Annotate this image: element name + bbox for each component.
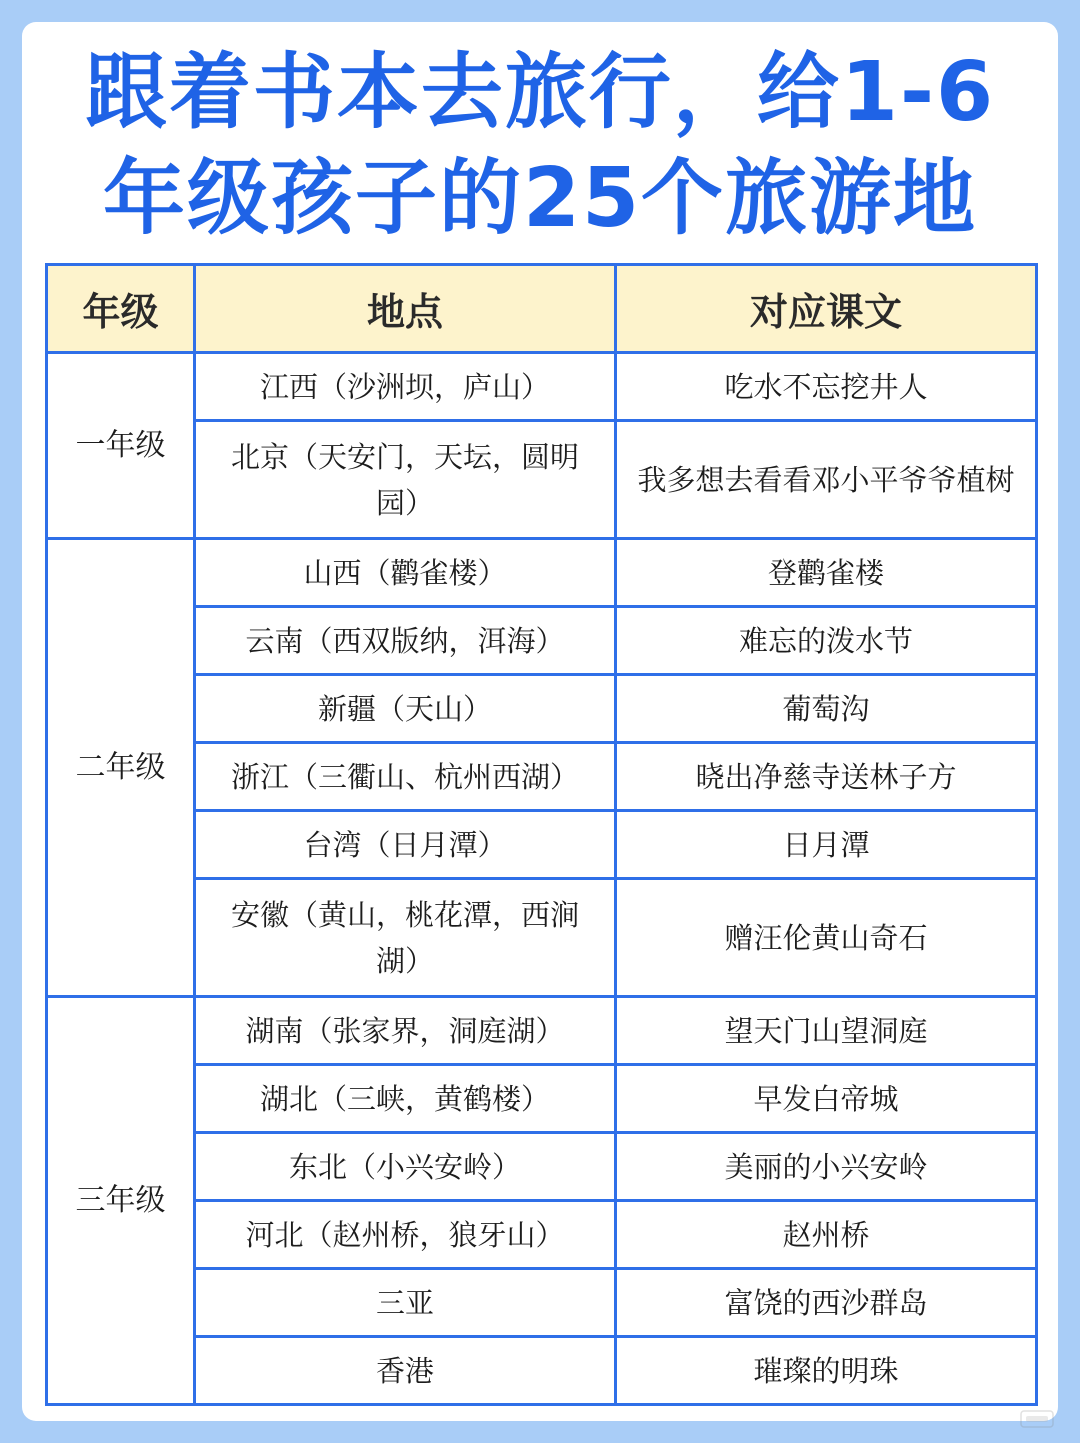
place-cell: 新疆（天山）	[195, 675, 616, 743]
place-cell: 河北（赵州桥，狼牙山）	[195, 1201, 616, 1269]
table-row	[47, 675, 1037, 743]
header-grade: 年级	[47, 265, 195, 353]
grade-cell: 二年级	[47, 539, 195, 997]
place-cell: 安徽（黄山，桃花潭，西涧湖）	[195, 879, 616, 997]
lesson-cell: 登鹳雀楼	[616, 539, 1037, 607]
lesson-cell: 日月潭	[616, 811, 1037, 879]
table-row	[47, 811, 1037, 879]
place-cell: 云南（西双版纳，洱海）	[195, 607, 616, 675]
place-cell: 江西（沙洲坝，庐山）	[195, 353, 616, 421]
table-row	[47, 1133, 1037, 1201]
lesson-cell: 难忘的泼水节	[616, 607, 1037, 675]
watermark-icon	[1020, 1409, 1054, 1429]
lesson-cell: 璀璨的明珠	[616, 1337, 1037, 1405]
place-cell: 东北（小兴安岭）	[195, 1133, 616, 1201]
grade-cell: 一年级	[47, 353, 195, 539]
place-cell: 湖北（三峡，黄鹤楼）	[195, 1065, 616, 1133]
table-row	[47, 1201, 1037, 1269]
table-row	[47, 353, 1037, 421]
title-line-2: 年级孩子的25个旅游地	[102, 151, 978, 246]
place-cell: 北京（天安门，天坛，圆明园）	[195, 421, 616, 539]
table-header-row	[47, 265, 1037, 353]
place-cell: 湖南（张家界，洞庭湖）	[195, 997, 616, 1065]
destinations-table	[45, 263, 1038, 1406]
place-cell: 浙江（三衢山、杭州西湖）	[195, 743, 616, 811]
title-line-1: 跟着书本去旅行，给1-6	[84, 45, 996, 140]
lesson-cell: 吃水不忘挖井人	[616, 353, 1037, 421]
table-row	[47, 539, 1037, 607]
table-row	[47, 421, 1037, 539]
lesson-cell: 美丽的小兴安岭	[616, 1133, 1037, 1201]
table-row	[47, 743, 1037, 811]
table-row	[47, 607, 1037, 675]
header-lesson: 对应课文	[616, 265, 1037, 353]
lesson-cell: 富饶的西沙群岛	[616, 1269, 1037, 1337]
table-row	[47, 879, 1037, 997]
table-row	[47, 997, 1037, 1065]
grade-cell: 三年级	[47, 997, 195, 1405]
place-cell: 台湾（日月潭）	[195, 811, 616, 879]
table-row	[47, 1269, 1037, 1337]
place-cell: 香港	[195, 1337, 616, 1405]
lesson-cell: 赵州桥	[616, 1201, 1037, 1269]
table-row	[47, 1337, 1037, 1405]
lesson-cell: 晓出净慈寺送林子方	[616, 743, 1037, 811]
place-cell: 山西（鹳雀楼）	[195, 539, 616, 607]
lesson-cell: 葡萄沟	[616, 675, 1037, 743]
lesson-cell: 我多想去看看邓小平爷爷植树	[616, 421, 1037, 539]
place-cell: 三亚	[195, 1269, 616, 1337]
lesson-cell: 望天门山望洞庭	[616, 997, 1037, 1065]
table-row	[47, 1065, 1037, 1133]
header-place: 地点	[195, 265, 616, 353]
lesson-cell: 早发白帝城	[616, 1065, 1037, 1133]
page-title	[0, 40, 1080, 252]
lesson-cell: 赠汪伦黄山奇石	[616, 879, 1037, 997]
